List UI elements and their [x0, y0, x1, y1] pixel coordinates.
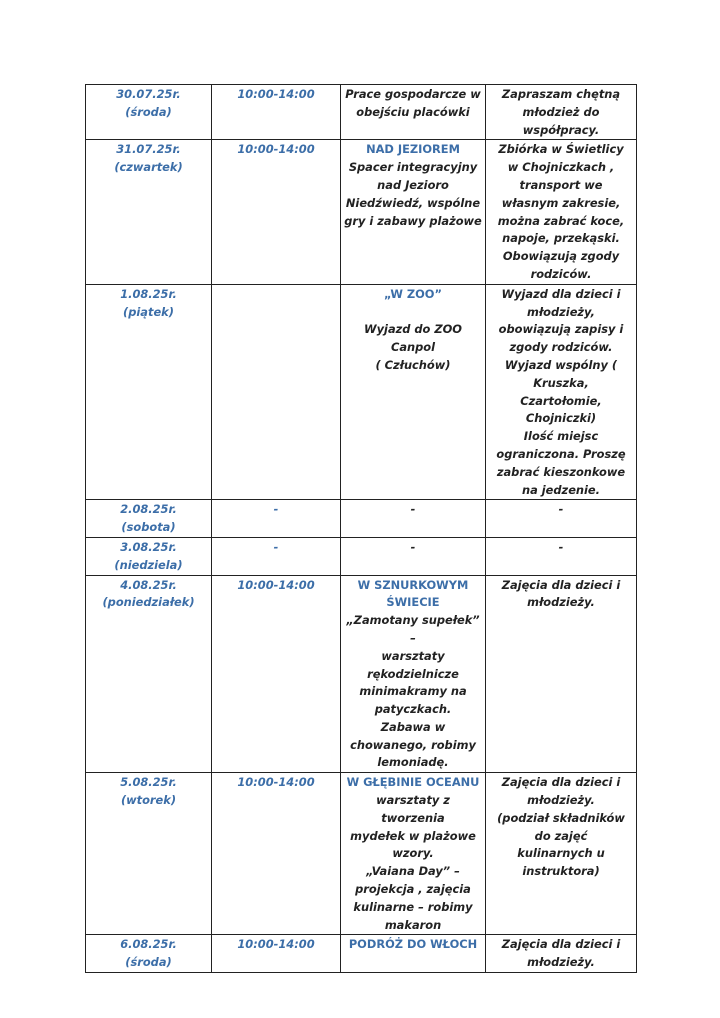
weekday-text: (wtorek) — [120, 793, 177, 808]
date-text: 2.08.25r. — [120, 502, 177, 517]
notes-line: Zajęcia dla dzieci i — [501, 775, 621, 790]
activity-cell — [341, 773, 486, 935]
notes-line: transport we — [519, 177, 603, 192]
weekday-text: (środa) — [125, 104, 172, 119]
notes-line: Zbiórka w Świetlicy — [498, 142, 624, 157]
activity-line: ( Człuchów) — [375, 357, 451, 372]
weekday-text: (środa) — [125, 955, 172, 970]
schedule-row — [86, 935, 637, 973]
notes-cell — [486, 284, 637, 500]
date-cell — [86, 85, 212, 140]
notes-line: młodzieży. — [527, 955, 595, 970]
notes-line: Obowiązują zgody — [502, 249, 620, 264]
schedule-row — [86, 537, 637, 575]
activity-line: projekcja , zajęcia — [355, 882, 471, 897]
activity-line: warsztaty z tworzenia — [376, 793, 450, 825]
date-cell — [86, 500, 212, 538]
notes-line: do zajęć — [534, 828, 588, 843]
notes-line: instruktora) — [522, 864, 600, 879]
time-text: 10:00-14:00 — [237, 775, 315, 790]
activity-cell — [341, 575, 486, 773]
date-text: 4.08.25r. — [120, 577, 177, 592]
time-cell — [212, 575, 341, 773]
notes-line: obowiązują zapisy i — [498, 322, 624, 337]
activity-cell — [341, 935, 486, 973]
schedule-row — [86, 500, 637, 538]
activity-line: - — [410, 502, 416, 517]
time-cell — [212, 935, 341, 973]
notes-line: rodziców. — [530, 266, 592, 281]
notes-cell — [486, 935, 637, 973]
weekday-text: (czwartek) — [114, 160, 183, 175]
date-text: 6.08.25r. — [120, 937, 177, 952]
date-cell — [86, 575, 212, 773]
notes-line: ograniczona. Proszę — [496, 446, 626, 461]
time-text: - — [273, 502, 279, 517]
time-cell — [212, 537, 341, 575]
activity-title: W GŁĘBINIE OCEANU — [346, 775, 480, 790]
notes-line: w Chojniczkach , — [507, 160, 615, 175]
activity-line: „Zamotany supełek” – — [346, 613, 480, 645]
notes-line: młodzież do — [522, 104, 600, 119]
activity-line: lemoniadę. — [377, 755, 449, 770]
time-text: 10:00-14:00 — [237, 577, 315, 592]
notes-cell — [486, 140, 637, 284]
schedule-row — [86, 284, 637, 500]
schedule-row — [86, 140, 637, 284]
weekday-text: (poniedziałek) — [102, 595, 195, 610]
schedule-body — [86, 85, 637, 973]
date-cell — [86, 537, 212, 575]
activity-cell — [341, 500, 486, 538]
notes-line: - — [558, 502, 564, 517]
schedule-row — [86, 85, 637, 140]
notes-line: młodzieży. — [527, 793, 595, 808]
date-cell — [86, 773, 212, 935]
activity-cell — [341, 85, 486, 140]
notes-line: Ilość miejsc — [523, 429, 599, 444]
notes-line: zabrać kieszonkowe — [496, 464, 626, 479]
notes-line: na jedzenie. — [522, 482, 600, 497]
activity-line: Prace gospodarcze w — [345, 87, 481, 101]
notes-line: Wyjazd dla dzieci i — [501, 286, 621, 301]
time-cell — [212, 773, 341, 935]
schedule-row — [86, 773, 637, 935]
activity-line: gry i zabawy plażowe — [344, 213, 482, 228]
notes-cell — [486, 537, 637, 575]
activity-line: Spacer integracyjny — [348, 160, 478, 175]
notes-line: młodzieży. — [527, 595, 595, 610]
time-cell — [212, 284, 341, 500]
notes-line: Wyjazd wspólny ( — [504, 357, 618, 372]
date-cell — [86, 140, 212, 284]
date-text: 5.08.25r. — [120, 775, 177, 790]
date-text: 3.08.25r. — [120, 539, 177, 554]
activity-title: NAD JEZIOREM — [366, 142, 460, 157]
time-cell — [212, 140, 341, 284]
activity-line: rękodzielnicze — [367, 666, 459, 681]
notes-line: kulinarnych u — [517, 846, 605, 861]
time-text: - — [273, 539, 279, 554]
activity-line: Niedźwiedź, wspólne — [345, 195, 481, 210]
notes-line: Zapraszam chętną — [501, 87, 621, 101]
time-text: 10:00-14:00 — [237, 87, 315, 101]
notes-cell — [486, 500, 637, 538]
activity-line: kulinarne – robimy — [353, 899, 473, 914]
activity-line: wzory. — [392, 846, 434, 861]
notes-cell — [486, 575, 637, 773]
date-text: 1.08.25r. — [120, 286, 177, 301]
activity-line: Wyjazd do ZOO — [364, 322, 462, 337]
activity-cell — [341, 284, 486, 500]
activity-line: Canpol — [390, 340, 436, 355]
notes-line: można zabrać koce, — [497, 213, 625, 228]
activity-line: obejściu placówki — [356, 104, 470, 119]
notes-line: młodzieży, — [527, 304, 595, 319]
time-text: 10:00-14:00 — [237, 142, 315, 157]
notes-line: Zajęcia dla dzieci i — [501, 577, 621, 592]
weekday-text: (piątek) — [123, 304, 174, 319]
activity-title: PODRÓŻ DO WŁOCH — [348, 937, 478, 952]
schedule-row — [86, 575, 637, 773]
activity-line — [343, 304, 483, 322]
time-cell — [212, 85, 341, 140]
activity-line: Zabawa w — [380, 719, 446, 734]
date-text: 30.07.25r. — [116, 87, 181, 101]
activity-cell — [341, 140, 486, 284]
notes-line: Chojniczki) — [525, 411, 597, 426]
activity-line: - — [410, 539, 416, 554]
notes-cell — [486, 773, 637, 935]
activity-line: mydełek w plażowe — [350, 828, 476, 843]
activity-line: warsztaty — [381, 648, 445, 663]
activity-cell — [341, 537, 486, 575]
notes-line: zgody rodziców. — [509, 340, 613, 355]
activity-title: W SZNURKOWYM — [357, 577, 469, 592]
time-text — [214, 286, 338, 304]
activity-line: patyczkach. — [374, 702, 452, 717]
date-cell — [86, 284, 212, 500]
activity-line: minimakramy na — [359, 684, 467, 699]
notes-cell — [486, 85, 637, 140]
notes-line: Kruszka, — [533, 375, 589, 390]
activity-line: makaron — [384, 917, 442, 932]
notes-line: (podział składników — [497, 810, 625, 825]
weekday-text: (niedziela) — [114, 557, 183, 572]
notes-line: własnym zakresie, — [501, 195, 621, 210]
activity-line: nad Jezioro — [377, 177, 449, 192]
notes-line: napoje, przekąski. — [502, 231, 620, 246]
notes-line: - — [558, 539, 564, 554]
time-text: 10:00-14:00 — [237, 937, 315, 952]
activity-line: chowanego, robimy — [350, 737, 476, 752]
notes-line: Zajęcia dla dzieci i — [501, 937, 621, 952]
notes-line: współpracy. — [522, 122, 600, 137]
date-text: 31.07.25r. — [116, 142, 181, 157]
notes-line: Czartołomie, — [520, 393, 602, 408]
activity-line: „Vaiana Day” – — [366, 864, 460, 879]
schedule-table — [85, 84, 637, 973]
activity-title: ŚWIECIE — [386, 595, 440, 610]
time-cell — [212, 500, 341, 538]
weekday-text: (sobota) — [121, 520, 176, 535]
date-cell — [86, 935, 212, 973]
activity-title: „W ZOO” — [384, 286, 442, 301]
